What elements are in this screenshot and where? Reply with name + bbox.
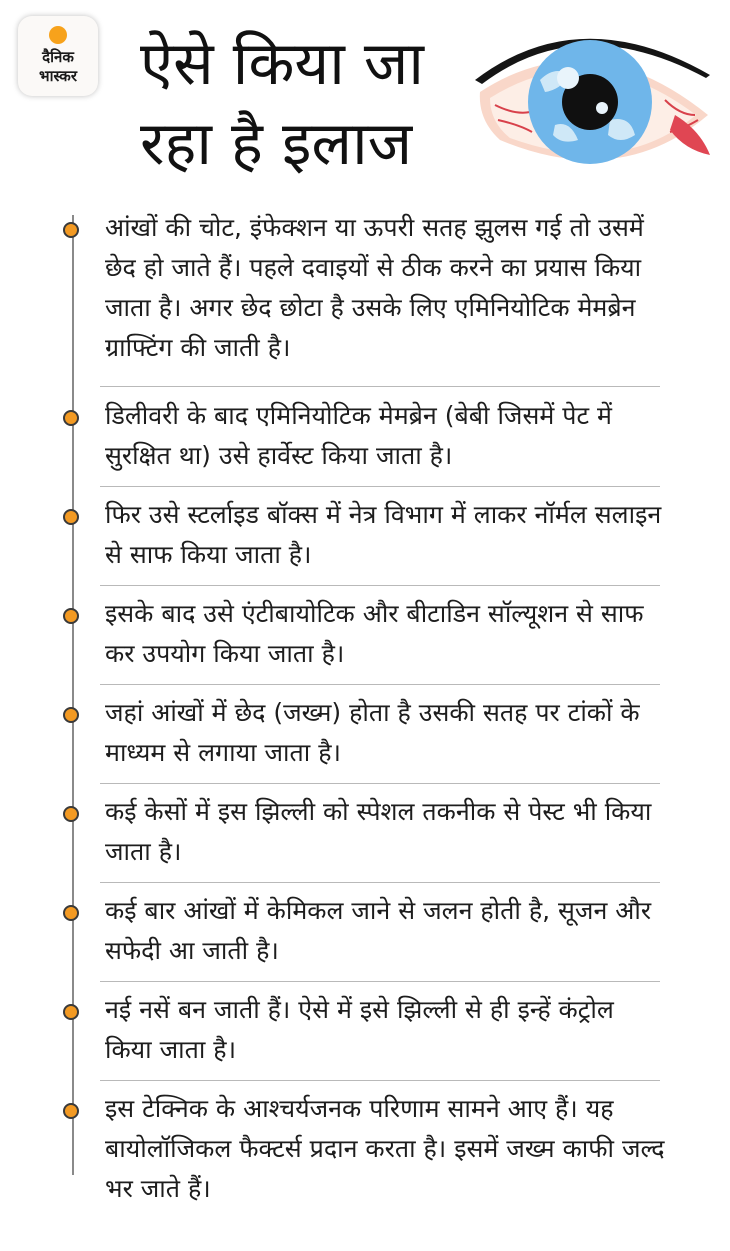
bullet-icon [63, 509, 79, 525]
item-text: इसके बाद उसे एंटीबायोटिक और बीटाडिन सॉल्यूशन से साफ कर उपयोग किया जाता है। [105, 599, 644, 668]
bullet-icon [63, 707, 79, 723]
divider [100, 1080, 660, 1081]
item-text: फिर उसे स्टर्लाइड बॉक्स में नेत्र विभाग में लाकर नॉर्मल सलाइन से साफ किया जाता है। [105, 500, 662, 569]
dainik-bhaskar-logo [18, 16, 98, 96]
item-text: नई नसें बन जाती हैं। ऐसे में इसे झिल्ली से ही इन्हें कंट्रोल किया जाता है। [105, 995, 614, 1064]
divider [100, 486, 660, 487]
logo-line1: दैनिक [42, 48, 74, 66]
logo-line2: भास्कर [39, 67, 77, 85]
bullet-icon [63, 905, 79, 921]
page-title: ऐसे किया जा रहा है इलाज [140, 29, 424, 179]
item-text: कई बार आंखों में केमिकल जाने से जलन होती है, सूजन और सफेदी आ जाती है। [105, 896, 652, 965]
bullet-icon [63, 608, 79, 624]
item-text: डिलीवरी के बाद एमिनियोटिक मेमब्रेन (बेबी जिसमें पेट में सुरक्षित था) उसे हार्वेस्ट किया जाता है। [105, 401, 612, 470]
divider [100, 684, 660, 685]
item-text: कई केसों में इस झिल्ली को स्पेशल तकनीक से पेस्ट भी किया जाता है। [105, 797, 652, 866]
item-text: इस टेक्निक के आश्चर्यजनक परिणाम सामने आए हैं। यह बायोलॉजिकल फैक्टर्स प्रदान करता है। इसमें जख्म काफी जल्द भर जाते हैं। [105, 1094, 665, 1203]
divider [100, 585, 660, 586]
divider [100, 783, 660, 784]
divider [100, 981, 660, 982]
bullet-icon [63, 806, 79, 822]
timeline-line [72, 215, 74, 1175]
divider [100, 386, 660, 387]
bullet-icon [63, 222, 79, 238]
logo-sun-dot [49, 26, 67, 44]
bullet-icon [63, 410, 79, 426]
red-eye-illustration [470, 20, 720, 180]
divider [100, 882, 660, 883]
item-text: जहां आंखों में छेद (जख्म) होता है उसकी सतह पर टांकों के माध्यम से लगाया जाता है। [105, 698, 640, 767]
bullet-icon [63, 1103, 79, 1119]
item-text: आंखों की चोट, इंफेक्शन या ऊपरी सतह झुलस गई तो उसमें छेद हो जाते हैं। पहले दवाइयों से ठीक करने का प्रयास किया जाता है। अगर छेद छोटा है उसके लिए एमिनियोटिक मेमब्रेन ग्राफ्टिंग की जाती है। [105, 213, 644, 362]
bullet-icon [63, 1004, 79, 1020]
